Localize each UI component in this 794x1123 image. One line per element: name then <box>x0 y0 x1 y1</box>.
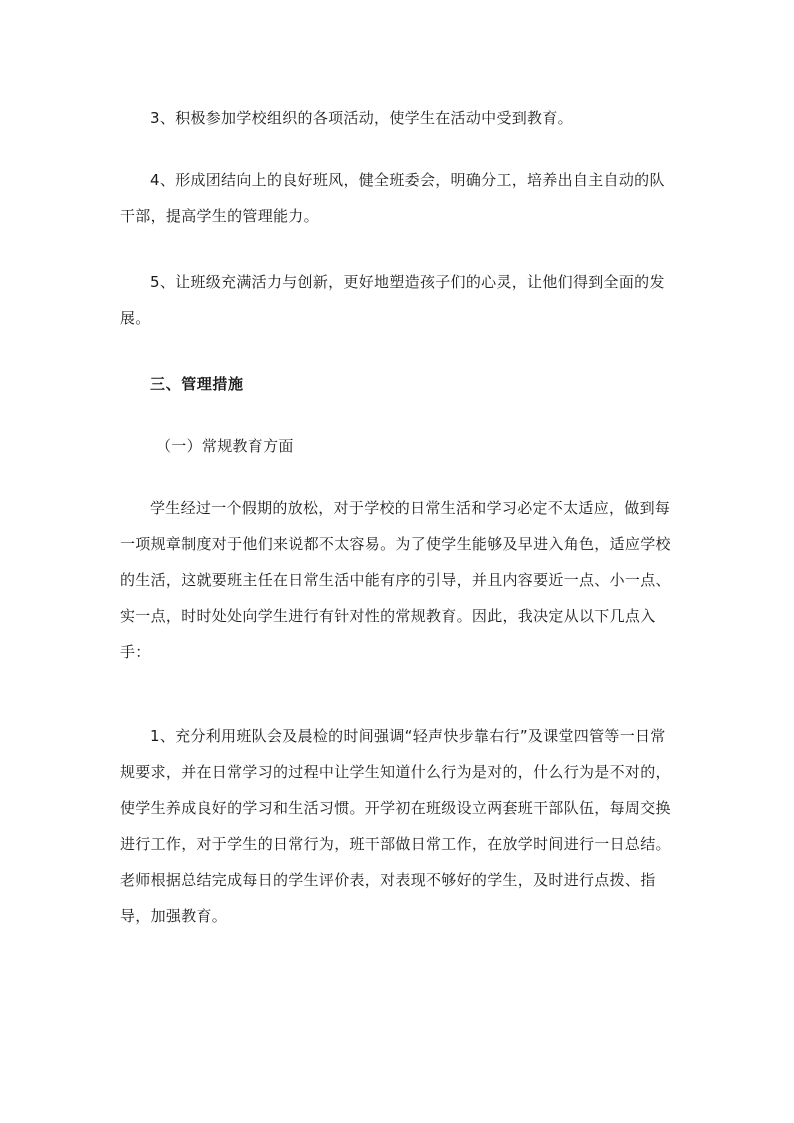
paragraph-goal-4: 4、形成团结向上的良好班风，健全班委会，明确分工，培养出自主自动的队干部，提高学生的管理能力。 <box>120 171 665 225</box>
paragraph-routine-intro: 学生经过一个假期的放松，对于学校的日常生活和学习必定不太适应，做到每一项规章制度对于他们来说都不太容易。为了使学生能够及早进入角色，适应学校的生活，这就要班主任在日常生活中能有序的引导，并且内容要近一点、小一点、实一点，时时处处向学生进行有针对性的常规教育。因此，我决定从以下几点入手： <box>120 499 671 661</box>
paragraph-measure-1: 1、充分利用班队会及晨检的时间强调“轻声快步靠右行”及课堂四管等一日常规要求，并在日常学习的过程中让学生知道什么行为是对的，什么行为是不对的，使学生养成良好的学习和生活习惯。开学初在班级设立两套班干部队伍，每周交换进行工作，对于学生的日常行为，班干部做日常工作，在放学时间进行一日总结。老师根据总结完成每日的学生评价表，对表现不够好的学生，及时进行点拨、指导，加强教育。 <box>120 727 671 925</box>
paragraph-goal-3: 3、积极参加学校组织的各项活动，使学生在活动中受到教育。 <box>150 109 573 127</box>
subsection-heading-routine: （一）常规教育方面 <box>156 437 294 455</box>
section-heading-management: 三、管理措施 <box>150 375 244 393</box>
paragraph-goal-5: 5、让班级充满活力与创新，更好地塑造孩子们的心灵，让他们得到全面的发展。 <box>120 273 665 327</box>
